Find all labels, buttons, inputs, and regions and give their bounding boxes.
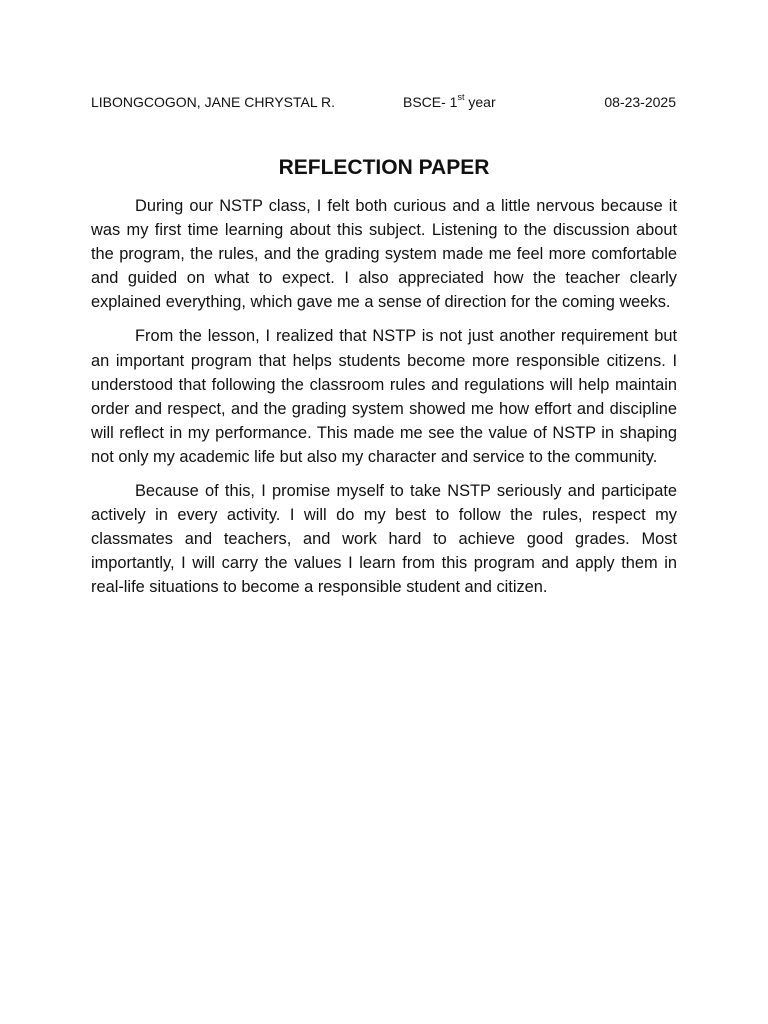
document-body	[91, 194, 677, 610]
course-prefix: BSCE- 1	[403, 94, 458, 110]
document-header	[91, 92, 676, 112]
document-date: 08-23-2025	[604, 94, 676, 110]
course-ordinal: st	[457, 92, 465, 103]
paragraph-2: From the lesson, I realized that NSTP is not just another requirement but an important program that helps students become more responsible citizens. I understood that following the classroom rules and regulations will help maintain order and respect, and the grading system showed me how effort and discipline will reflect in my performance. This made me see the value of NSTP in shaping not only my academic life but also my character and service to the community.	[91, 327, 677, 466]
course-year	[403, 92, 496, 112]
student-name: LIBONGCOGON, JANE CHRYSTAL R.	[91, 94, 336, 110]
course-suffix: year	[464, 94, 496, 110]
document-title: REFLECTION PAPER	[278, 156, 490, 179]
paragraph-3: Because of this, I promise myself to take NSTP seriously and participate actively in every activity. I will do my best to follow the rules, respect my classmates and teachers, and work hard to achieve good grades. Most importantly, I will carry the values I learn from this program and apply them in real-life situations to become a responsible student and citizen.	[91, 482, 677, 597]
paragraph-1: During our NSTP class, I felt both curious and a little nervous because it was my first time learning about this subject. Listening to the discussion about the program, the rules, and the grading system made me feel more comfortable and guided on what to expect. I also appreciated how the teacher clearly explained everything, which gave me a sense of direction for the coming weeks.	[91, 197, 677, 312]
